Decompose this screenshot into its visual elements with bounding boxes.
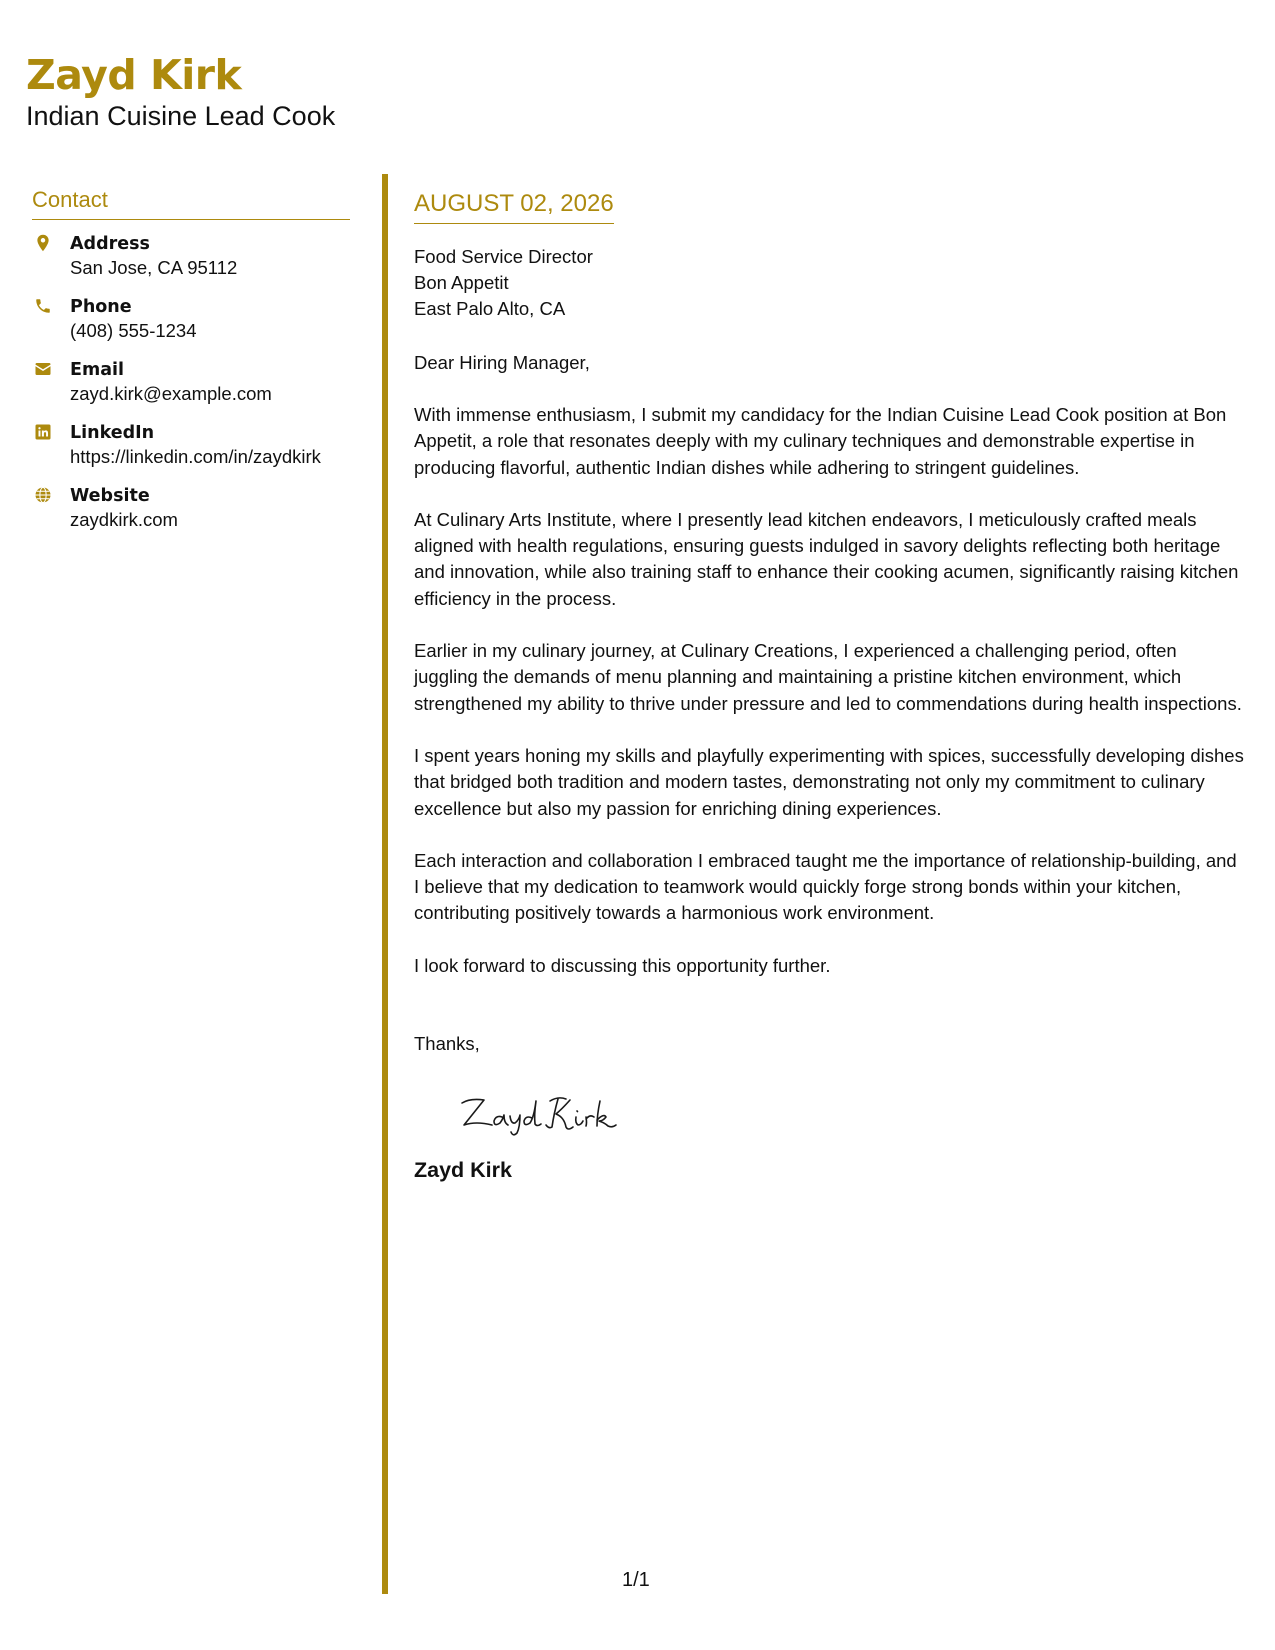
closing: Thanks, <box>414 1033 480 1055</box>
body-paragraph: At Culinary Arts Institute, where I presently lead kitchen endeavors, I meticulously crafted meals aligned with health regulations, ensuring guests indulged in savory delights reflecting both heritage and innovation, while also training staff to enhance their cooking acumen, significantly raising kitchen efficiency in the process. <box>414 508 1239 609</box>
globe-icon <box>34 486 52 504</box>
applicant-name: Zayd Kirk <box>26 51 242 99</box>
map-pin-icon <box>34 234 52 252</box>
contact-item-website <box>32 484 350 547</box>
body-paragraph: With immense enthusiasm, I submit my candidacy for the Indian Cuisine Lead Cook position at Bon Appetit, a role that resonates deeply with my culinary techniques and demonstrable expertise in producing flavorful, authentic Indian dishes while adhering to stringent guidelines. <box>414 404 1227 478</box>
contact-label: LinkedIn <box>70 423 155 443</box>
contact-item-address <box>32 232 350 295</box>
contact-value: https://linkedin.com/in/zaydkirk <box>70 446 321 467</box>
contact-item-email <box>32 358 350 421</box>
phone-icon <box>34 297 52 315</box>
body-paragraph: Earlier in my culinary journey, at Culinary Creations, I experienced a challenging period, often juggling the demands of menu planning and maintaining a pristine kitchen environment, which strengthened my ability to thrive under pressure and led to commendations during health inspections. <box>414 640 1242 714</box>
signer-name: Zayd Kirk <box>414 1158 512 1183</box>
contact-value: zaydkirk.com <box>70 509 178 530</box>
contact-item-linkedin <box>32 421 350 484</box>
recipient-block <box>414 244 1244 322</box>
contact-value: zayd.kirk@example.com <box>70 383 272 404</box>
body-paragraph: I spent years honing my skills and playfully experimenting with spices, successfully developing dishes that bridged both tradition and modern tastes, demonstrating not only my commitment to culinary excellence but also my passion for enriching dining experiences. <box>414 744 1244 819</box>
date-block <box>414 190 614 224</box>
contact-value: San Jose, CA 95112 <box>70 257 238 278</box>
contact-sidebar <box>32 186 350 547</box>
letter-body <box>414 190 1244 1183</box>
recipient-company: Bon Appetit <box>414 272 509 293</box>
salutation: Dear Hiring Manager, <box>414 352 590 373</box>
contact-label: Email <box>70 360 124 380</box>
body-paragraph: I look forward to discussing this opportunity further. <box>414 954 831 976</box>
recipient-location: East Palo Alto, CA <box>414 298 566 319</box>
contact-item-phone <box>32 295 350 358</box>
body-paragraph: Each interaction and collaboration I embraced taught me the importance of relationship-building, and I believe that my dedication to teamwork would quickly forge strong bonds within your kitchen, contributing positively towards a harmonious work environment. <box>414 849 1237 924</box>
recipient-title: Food Service Director <box>414 246 593 267</box>
envelope-icon <box>34 360 52 378</box>
header <box>26 50 335 132</box>
contact-label: Website <box>70 486 150 506</box>
contact-value: (408) 555-1234 <box>70 320 197 341</box>
contact-label: Address <box>70 234 150 254</box>
vertical-divider <box>382 174 388 1594</box>
contact-heading: Contact <box>32 186 350 220</box>
linkedin-icon <box>34 423 52 441</box>
contact-list <box>32 232 350 547</box>
letter-date: AUGUST 02, 2026 <box>414 190 614 217</box>
page-number: 1/1 <box>622 1569 650 1591</box>
job-title: Indian Cuisine Lead Cook <box>26 101 336 131</box>
contact-label: Phone <box>70 297 132 317</box>
handwritten-signature <box>454 1087 654 1137</box>
